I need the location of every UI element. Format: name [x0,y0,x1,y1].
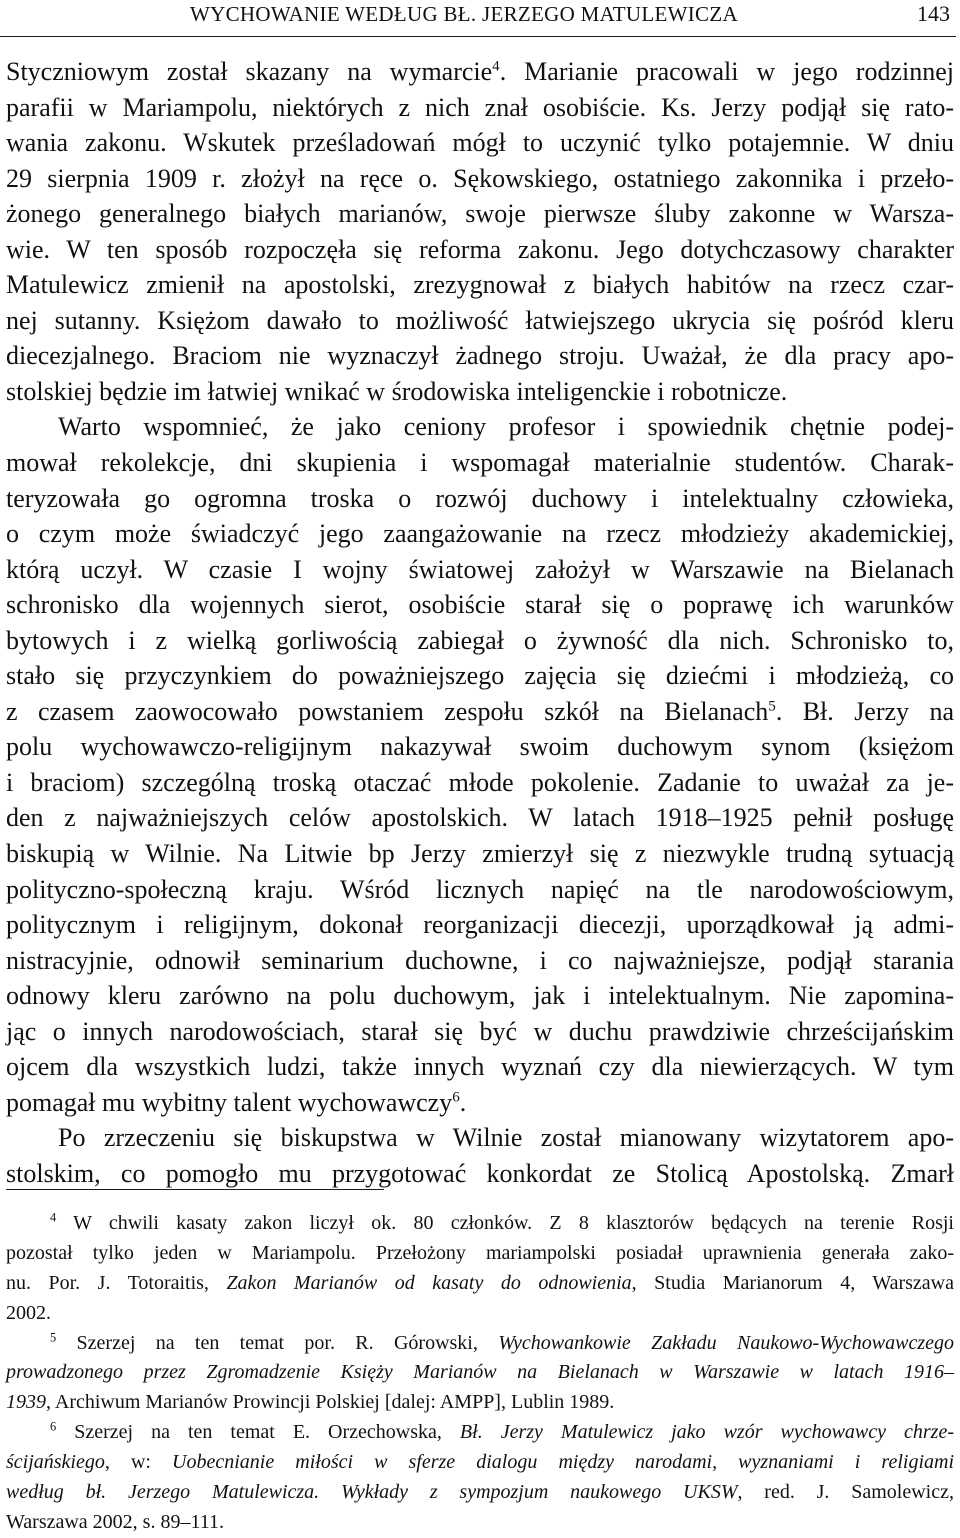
body-line [6,54,954,90]
footnote-text: Szerzej na ten temat E. Orzechowska, [56,1421,460,1444]
body-line-text: . [459,1087,467,1117]
footnote-number: 4 [50,1210,57,1225]
footnote-title: prowadzonego przez Zgromadzenie Księży Marianów na Bielanach w Warszawie w latach 1916– [6,1361,954,1384]
body-line-text: wie. W ten sposób rozpoczęła się reforma zakonu. Jego dotychczasowy charakter [6,234,954,264]
footnote-ref: 4 [492,58,500,75]
body-line-text: wania zakonu. Wskutek prześladowań mógł to uczynić tylko potajemnie. W dniu [6,128,954,158]
body-line [6,445,954,481]
body-line [6,196,954,232]
body-line [6,1049,954,1085]
footnote-title: Wychowankowie Zakładu Naukowo-Wychowawczego [498,1331,954,1354]
body-line [6,623,954,659]
footnote-title: według bł. Jerzego Matulewicza. Wykłady z sympozjum naukowego UKSW [6,1481,738,1504]
footnote-line [6,1418,954,1448]
body-line [6,90,954,126]
body-line [6,409,954,445]
body-line [6,516,954,552]
footnote-line [6,1239,954,1269]
body-line-text: polityczno-społeczną kraju. Wśród licznych napięć na tle narodowościowym, [6,874,954,904]
body-line-text: ojcem dla wszystkich ludzi, także innych wyznań czy dla niewierzących. W tym [6,1052,954,1082]
body-line [6,872,954,908]
body-line [6,338,954,374]
body-line-text: . Bł. Jerzy na [775,696,954,726]
footnote-line [6,1299,954,1329]
body-line [6,232,954,268]
body-line-text: Po zrzeczeniu się biskupstwa w Wilnie został mianowany wizytatorem apo- [58,1123,954,1153]
footnote-line [6,1448,954,1478]
footnote-text: 2002. [6,1301,51,1324]
body-line [6,587,954,623]
body-line-text: o czym może świadczyć jego zaangażowanie na rzecz młodzieży akademickiej, [6,519,954,549]
body-line-text: odnowy kleru zarówno na polu duchowym, jak i intelektualnym. Nie zapomina- [6,981,954,1011]
footnote-line [6,1478,954,1508]
body-line-text: den z najważniejszych celów apostolskich. W latach 1918–1925 pełnił posługę [6,803,954,833]
body-line [6,1156,954,1192]
body-line-text: nistracyjnie, odnowił seminarium duchowne, i co najważniejsze, podjął starania [6,945,954,975]
footnote-title: Bł. Jerzy Matulewicz jako wzór wychowawcy chrze- [459,1421,955,1444]
body-line-text: . Marianie pracowali w jego rodzinnej [499,57,954,86]
body-line-text: Styczniowym został skazany na wymarcie [6,57,493,86]
body-line [6,729,954,765]
body-line [6,1120,954,1156]
body-line-text: schronisko dla wojennych sierot, osobiście starał się o poprawę ich warunków [6,590,954,620]
body-line-text: parafii w Mariampolu, niektórych z nich znał osobiście. Ks. Jerzy podjął się rato- [6,92,954,122]
footnote-line [6,1329,954,1359]
body-line-text: stało się przyczynkiem do poważniejszego zajęcia się dziećmi i młodzieżą, co [6,661,954,691]
body-line [6,125,954,161]
body-line-text: stolskim, co pomogło mu przygotować konkordat ze Stolicą Apostolską. Zmarł [6,1158,954,1188]
footnote-title: 1939 [6,1391,46,1414]
footnote-line [6,1358,954,1388]
footnote-text: , Archiwum Marianów Prowincji Polskiej [dalej: AMPP], Lublin 1989. [46,1391,615,1414]
body-line [6,836,954,872]
body-line [6,907,954,943]
body-line-text: Matulewicz zmienił na apostolski, zrezygnował z białych habitów na rzecz czar- [6,270,954,300]
body-line-text: bytowych i z wielką gorliwością zabiegał o żywność dla nich. Schronisko to, [6,625,954,655]
body-line-text: biskupią w Wilnie. Na Litwie bp Jerzy zmierzył się z niezwykle trudną sytuacją [6,839,954,869]
body-line [6,800,954,836]
body-line [6,374,954,410]
footnote-text: Szerzej na ten temat por. R. Górowski, [56,1331,499,1354]
footnote-text: nu. Por. J. Totoraitis, [6,1271,227,1294]
body-text [6,54,954,1192]
footnote-number: 5 [50,1329,57,1344]
footnote-title: Zakon Marianów od kasaty do odnowienia [226,1271,632,1294]
body-line-text: nej sutanny. Księżom dawało to możliwość łatwiejszego ukrycia się pośród kleru [6,305,954,335]
footnote-text: W chwili kasaty zakon liczył ok. 80 członków. Z 8 klasztorów będących na terenie Rosji [56,1212,954,1234]
footnote-text: , Studia Marianorum 4, Warszawa [631,1271,955,1294]
body-line-text: politycznym i religijnym, dokonał reorganizacji diecezji, uporządkował ją admi- [6,910,954,940]
body-line-text: którą uczył. W czasie I wojny światowej założył w Warszawie na Bielanach [6,554,954,584]
footnote-line [6,1209,954,1239]
body-line [6,303,954,339]
body-line-text: żonego generalnego białych marianów, swoje pierwsze śluby zakonne w Warsza- [6,199,954,229]
footnote-ref: 5 [768,698,776,715]
footnote-text: , w: [104,1451,173,1474]
footnote-separator [6,1189,384,1190]
footnote-line [6,1269,954,1299]
footnote-line [6,1508,954,1538]
body-line [6,765,954,801]
body-line [6,978,954,1014]
footnote-text: , red. J. Samolewicz, [737,1481,954,1504]
footnote-title: Uobecnianie miłości w sferze dialogu między narodami, wyznaniami i religiami [172,1451,954,1474]
body-line [6,161,954,197]
body-line-text: jąc o innych narodowościach, starał się być w duchu prawdziwie chrześcijańskim [6,1016,954,1046]
body-line [6,552,954,588]
body-line-text: polu wychowawczo-religijnym nakazywał swoim duchowym synom (księżom [6,732,954,762]
body-line-text: stolskiej będzie im łatwiej wnikać w środowiska inteligenckie i robotnicze. [6,376,788,406]
body-line [6,1014,954,1050]
footnote-title: ścijańskiego [6,1451,105,1474]
footnote-line [6,1388,954,1418]
body-line-text: i braciom) szczególną troską otaczać młode pokolenie. Zadanie to uważał za je- [6,767,954,797]
body-line-text: Warto wspomnieć, że jako ceniony profesor i spowiednik chętnie podej- [58,412,954,442]
footnote-ref: 6 [452,1089,460,1106]
footnote-text: pozostał tylko jeden w Mariampolu. Przełożony mariampolski posiadał uprawnienia generała zako- [6,1241,954,1264]
running-header [0,0,956,37]
body-line-text: pomagał mu wybitny talent wychowawczy [6,1087,453,1117]
body-line-text: mował rekolekcje, dni skupienia i wspomagał materialnie studentów. Charak- [6,448,954,478]
body-line [6,1085,954,1121]
body-line-text: teryzowała go ogromna troska o rozwój duchowy i intelektualny człowieka, [6,483,954,513]
body-line [6,658,954,694]
body-line-text: 29 sierpnia 1909 r. złożył na ręce o. Sękowskiego, ostatniego zakonnika i przeło- [6,163,954,193]
body-line [6,943,954,979]
running-title: WYCHOWANIE WEDŁUG BŁ. JERZEGO MATULEWICZA [190,2,738,26]
body-line-text: z czasem zaowocowało powstaniem zespołu szkół na Bielanach [6,696,769,726]
body-line [6,267,954,303]
footnote-text: Warszawa 2002, s. 89–111. [6,1510,224,1533]
body-line-text: diecezjalnego. Braciom nie wyznaczył żadnego stroju. Uważał, że dla pracy apo- [6,341,954,371]
footnotes [6,1209,954,1538]
page-number: 143 [917,1,950,26]
body-line [6,481,954,517]
footnote-number: 6 [50,1419,57,1434]
body-line [6,694,954,730]
